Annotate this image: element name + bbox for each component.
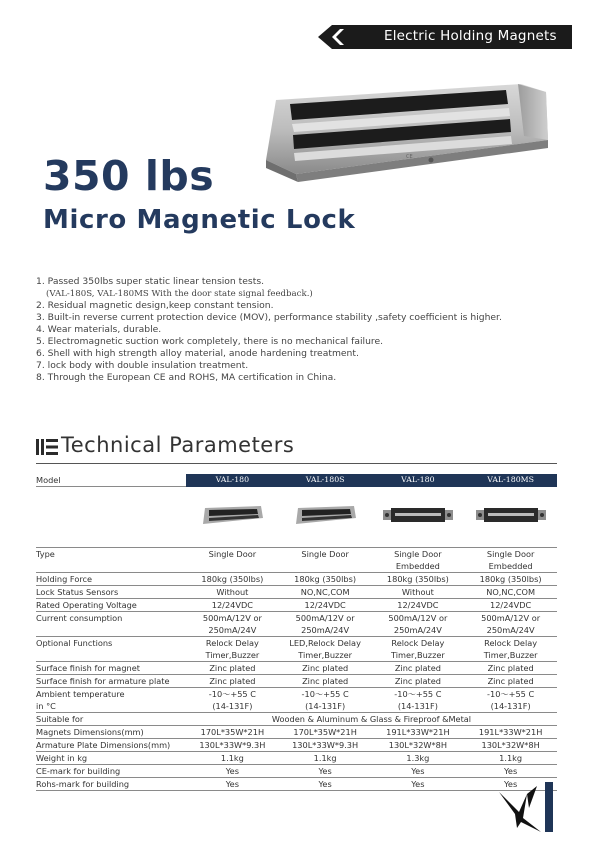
table-cell: [279, 662, 372, 675]
row-label: [36, 612, 186, 637]
table-cell: [464, 637, 557, 662]
table-cell: [186, 612, 279, 637]
feature-list: [36, 276, 502, 384]
table-cell: [186, 662, 279, 675]
table-cell: [372, 675, 465, 688]
feature-note: (VAL-180S, VAL-180MS With the door state signal feedback.): [46, 289, 313, 299]
row-label-line: Armature Plate Dimensions(mm): [36, 740, 171, 750]
table-cell: [279, 778, 372, 791]
table-row-suitable: [36, 713, 557, 726]
row-label-line: Surface finish for armature plate: [36, 676, 170, 686]
cell-line: 250mA/24V: [208, 625, 257, 635]
table-cell: [372, 739, 465, 752]
table-cell: [464, 599, 557, 612]
row-label: [36, 548, 186, 573]
bird-logo-icon: [497, 784, 545, 834]
table-row: [36, 662, 557, 675]
cell-line: 130L*32W*8H: [481, 740, 540, 750]
cell-line: Zinc plated: [302, 676, 349, 686]
row-label-line: Rohs-mark for building: [36, 779, 130, 789]
table-cell: [372, 778, 465, 791]
cell-line: 130L*33W*9.3H: [292, 740, 359, 750]
model-header: VAL-180: [372, 474, 465, 487]
cell-line: Without: [401, 587, 434, 597]
table-row: [36, 752, 557, 765]
row-label-line: Type: [36, 549, 55, 559]
cell-line: 250mA/24V: [393, 625, 442, 635]
cell-line: Zinc plated: [394, 663, 441, 673]
cell-line: 1.1kg: [313, 753, 337, 763]
cell-line: -10～+55 C: [208, 689, 256, 699]
table-cell: [279, 599, 372, 612]
cell-line: 500mA/12V or: [202, 613, 262, 623]
row-label: [36, 586, 186, 599]
cell-line: -10～+55 C: [487, 689, 535, 699]
row-label: [36, 599, 186, 612]
row-label: [36, 765, 186, 778]
cell-line: Yes: [318, 766, 332, 776]
cell-line: Zinc plated: [302, 663, 349, 673]
cell-line: Yes: [411, 766, 425, 776]
row-label-line: Lock Status Sensors: [36, 587, 119, 597]
cell-line: 130L*32W*8H: [388, 740, 447, 750]
table-cell: [464, 612, 557, 637]
cell-line: 180kg (350lbs): [294, 574, 357, 584]
row-label-line: Weight in kg: [36, 753, 88, 763]
spec-table: [36, 474, 557, 791]
row-label-line: Rated Operating Voltage: [36, 600, 137, 610]
row-label-line: Magnets Dimensions(mm): [36, 727, 144, 737]
feature-item: 2. Residual magnetic design,keep constant tension.: [36, 300, 274, 311]
cell-line: Timer,Buzzer: [205, 650, 260, 660]
table-cell: [464, 675, 557, 688]
row-label: [36, 752, 186, 765]
cell-line: 12/24VDC: [304, 600, 346, 610]
cell-line: Without: [216, 587, 249, 597]
cell-line: 12/24VDC: [211, 600, 253, 610]
suitable-value: Wooden & Aluminum & Glass & Fireproof &Metal: [186, 713, 557, 726]
section-title: Technical Parameters: [61, 433, 295, 457]
cell-line: 500mA/12V or: [295, 613, 355, 623]
cell-line: 500mA/12V or: [481, 613, 541, 623]
table-cell: [372, 752, 465, 765]
row-label-line: Surface finish for magnet: [36, 663, 140, 673]
table-header-row: [36, 474, 557, 487]
table-cell: [279, 637, 372, 662]
table-cell: [279, 573, 372, 586]
model-label: Model: [36, 474, 186, 487]
table-row: [36, 778, 557, 791]
row-label-line: in °C: [36, 701, 56, 711]
cell-line: Zinc plated: [209, 663, 256, 673]
cell-line: Yes: [225, 779, 239, 789]
product-thumbnail: [279, 487, 372, 548]
cell-line: LED,Relock Delay: [289, 638, 361, 648]
row-label: Suitable for: [36, 713, 186, 726]
cell-line: (14-131F): [212, 701, 253, 711]
table-cell: [464, 548, 557, 573]
table-cell: [372, 688, 465, 713]
table-cell: [186, 739, 279, 752]
cell-line: NO,NC,COM: [300, 587, 350, 597]
cell-line: Timer,Buzzer: [483, 650, 538, 660]
cell-line: Timer,Buzzer: [390, 650, 445, 660]
cell-line: 170L*35W*21H: [200, 727, 265, 737]
product-title: Micro Magnetic Lock: [43, 205, 356, 235]
table-cell: [372, 765, 465, 778]
product-image-row: [36, 487, 557, 548]
row-label: [36, 739, 186, 752]
cell-line: Embedded: [395, 561, 440, 571]
table-cell: [186, 573, 279, 586]
row-label: [36, 662, 186, 675]
feature-item: 7. lock body with double insulation treatment.: [36, 360, 249, 371]
header-tag-label: Electric Holding Magnets: [384, 28, 557, 44]
model-header: VAL-180MS: [464, 474, 557, 487]
feature-item: 1. Passed 350lbs super static linear tension tests.: [36, 276, 265, 287]
cell-line: [186, 560, 279, 572]
cell-line: Single Door: [208, 549, 257, 559]
cell-line: 500mA/12V or: [388, 613, 448, 623]
table-cell: [372, 637, 465, 662]
cell-line: 250mA/24V: [486, 625, 535, 635]
cell-line: (14-131F): [305, 701, 346, 711]
row-label-line: Ambient temperature: [36, 689, 125, 699]
cell-line: 1.3kg: [406, 753, 430, 763]
feature-item: 3. Built-in reverse current protection device (MOV), performance stability ,safety coefficient is higher.: [36, 312, 502, 323]
cell-line: 130L*33W*9.3H: [199, 740, 266, 750]
cell-line: 180kg (350lbs): [201, 574, 264, 584]
cell-line: Yes: [225, 766, 239, 776]
table-row: [36, 688, 557, 713]
table-cell: [372, 586, 465, 599]
table-cell: [186, 726, 279, 739]
table-cell: [372, 612, 465, 637]
table-cell: [279, 726, 372, 739]
row-label: [36, 675, 186, 688]
table-row: [36, 573, 557, 586]
table-cell: [372, 726, 465, 739]
product-thumbnail: [186, 487, 279, 548]
table-cell: [279, 586, 372, 599]
table-cell: [464, 586, 557, 599]
cell-line: Timer,Buzzer: [298, 650, 353, 660]
row-label-line: Holding Force: [36, 574, 93, 584]
table-cell: [279, 765, 372, 778]
row-label-line: Optional Functions: [36, 638, 113, 648]
row-label: [36, 778, 186, 791]
section-divider: [36, 463, 557, 464]
cell-line: Zinc plated: [487, 676, 534, 686]
table-cell: [372, 573, 465, 586]
row-label-line: Current consumption: [36, 613, 123, 623]
brand-accent-bar: [545, 782, 553, 832]
row-label-line: CE-mark for building: [36, 766, 121, 776]
table-row: [36, 765, 557, 778]
table-cell: [279, 548, 372, 573]
table-cell: [186, 765, 279, 778]
table-cell: [464, 752, 557, 765]
row-label-line: [36, 649, 186, 661]
row-label: [36, 573, 186, 586]
table-row: [36, 637, 557, 662]
capacity-title: 350 lbs: [43, 152, 215, 200]
header-tag: [318, 25, 572, 49]
table-cell: [464, 688, 557, 713]
table-row: [36, 726, 557, 739]
table-cell: [464, 662, 557, 675]
table-cell: [279, 612, 372, 637]
cell-line: Single Door: [301, 549, 349, 559]
cell-line: Zinc plated: [394, 676, 441, 686]
svg-text:CE: CE: [406, 154, 413, 160]
model-header: VAL-180: [186, 474, 279, 487]
feature-item: 6. Shell with high strength alloy material, anode hardening treatment.: [36, 348, 359, 359]
table-cell: [186, 752, 279, 765]
feature-item: 4. Wear materials, durable.: [36, 324, 162, 335]
cell-line: -10～+55 C: [301, 689, 349, 699]
table-cell: [186, 599, 279, 612]
table-cell: [279, 688, 372, 713]
table-cell: [372, 662, 465, 675]
table-cell: [279, 739, 372, 752]
cell-line: -10～+55 C: [394, 689, 442, 699]
table-row: [36, 599, 557, 612]
cell-line: 191L*33W*21H: [478, 727, 543, 737]
cell-line: Single Door: [486, 549, 535, 559]
cell-line: NO,NC,COM: [486, 587, 536, 597]
row-label: [36, 688, 186, 713]
cell-line: Yes: [504, 779, 518, 789]
product-photo: [256, 82, 556, 190]
section-bars-icon: [36, 439, 58, 455]
cell-line: 170L*35W*21H: [293, 727, 357, 737]
cell-line: Embedded: [488, 561, 533, 571]
feature-item: 8. Through the European CE and ROHS, MA certification in China.: [36, 372, 337, 383]
table-cell: [372, 548, 465, 573]
table-cell: [464, 765, 557, 778]
cell-line: (14-131F): [490, 701, 531, 711]
cell-line: Yes: [504, 766, 518, 776]
table-cell: [186, 586, 279, 599]
table-cell: [186, 675, 279, 688]
cell-line: 191L*33W*21H: [386, 727, 450, 737]
product-thumbnail: [372, 487, 465, 548]
table-cell: [372, 599, 465, 612]
table-cell: [279, 675, 372, 688]
cell-line: Single Door: [394, 549, 442, 559]
cell-line: 12/24VDC: [397, 600, 439, 610]
cell-line: Yes: [318, 779, 332, 789]
table-row: [36, 586, 557, 599]
table-cell: [464, 739, 557, 752]
table-cell: [186, 637, 279, 662]
cell-line: 250mA/24V: [301, 625, 350, 635]
table-cell: [464, 573, 557, 586]
cell-line: Yes: [411, 779, 425, 789]
row-label-line: [36, 560, 186, 572]
cell-line: (14-131F): [397, 701, 438, 711]
row-label: [36, 637, 186, 662]
table-cell: [186, 688, 279, 713]
table-cell: [464, 726, 557, 739]
table-cell: [186, 548, 279, 573]
model-header: VAL-180S: [279, 474, 372, 487]
product-thumbnail: [464, 487, 557, 548]
cell-line: 12/24VDC: [490, 600, 532, 610]
cell-line: Relock Delay: [205, 638, 259, 648]
feature-item: 5. Electromagnetic suction work completely, there is no mechanical failure.: [36, 336, 384, 347]
cell-line: 180kg (350lbs): [479, 574, 542, 584]
cell-line: [279, 560, 372, 572]
cell-line: Relock Delay: [391, 638, 445, 648]
cell-line: 1.1kg: [499, 753, 523, 763]
table-row: [36, 675, 557, 688]
row-label-line: [36, 624, 186, 636]
table-row: [36, 612, 557, 637]
table-row: [36, 739, 557, 752]
table-cell: [279, 752, 372, 765]
cell-line: Relock Delay: [484, 638, 538, 648]
cell-line: 1.1kg: [220, 753, 244, 763]
table-cell: [186, 778, 279, 791]
row-label: [36, 726, 186, 739]
cell-line: Zinc plated: [209, 676, 256, 686]
cell-line: 180kg (350lbs): [386, 574, 449, 584]
cell-line: Zinc plated: [487, 663, 534, 673]
table-row: [36, 548, 557, 573]
